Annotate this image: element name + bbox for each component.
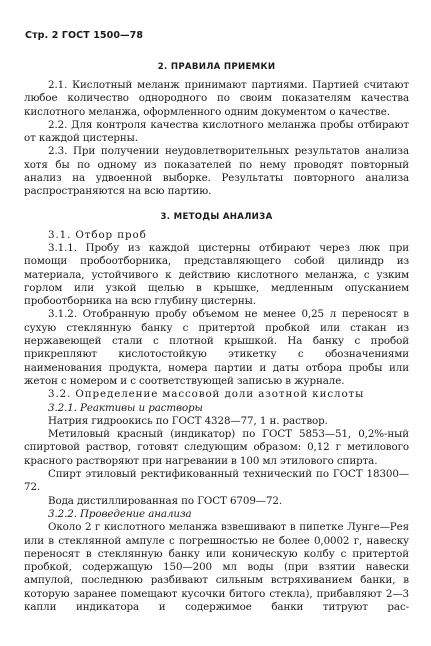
paragraph-methyl-red: Метиловый красный (индикатор) по ГОСТ 5853—51, 0,2%-ный спиртовой раствор, готовят следующим образом: 0,12 г метилового красного растворяют при нагревании в 100 мл этилового спирта. — [24, 428, 409, 467]
paragraph-3-1-sampling: 3.1. Отбор проб — [48, 228, 147, 241]
paragraph-3-1-2: 3.1.2. Отобранную пробу объемом не менее 0,25 л переносят в сухую стеклянную банку с притертой пробкой или стакан из нержавеющей стали с плотной крышкой. На банку с пробой прикрепляют кислотостойкую этикетку с обозначениями наименования продукта, номера партии и даты отбора пробы или жетон с номером и с соответствующей записью в журнале. — [24, 308, 409, 387]
page-header: Стр. 2 ГОСТ 1500—78 — [25, 30, 144, 41]
paragraph-3-1-1: 3.1.1. Пробу из каждой цистерны отбирают через люк при помощи пробоотборника, представляющего собой цилиндр из материала, устойчивого к действию кислотного меланжа, с узким горлом или узкой щелью в крышке, медленным опусканием пробоотборника на всю глубину цистерны. — [24, 241, 409, 308]
paragraph-distilled-water: Вода дистиллированная по ГОСТ 6709—72. — [48, 494, 283, 507]
section-2-heading: 2. ПРАВИЛА ПРИЕМКИ — [157, 62, 276, 72]
paragraph-3-2-2-procedure-heading: 3.2.2. Проведение анализа — [48, 507, 192, 520]
paragraph-procedure: Около 2 г кислотного меланжа взвешивают в пипетке Лунге—Рея или в стеклянной ампуле с погрешностью не более 0,0002 г, навеску переносят в стеклянную банку или коническую колбу с притертой пробкой, содержащую 150—200 мл воды (при взятии навески ампулой, последнюю разбивают сильным встряхиванием банки, в которую заранее помещают кусочки битого стекла), прибавляют 2—3 капли индикатора и содержимое банки титруют рас- — [24, 521, 409, 613]
paragraph-3-2-heading: 3.2. Определение массовой доли азотной кислоты — [48, 388, 365, 401]
paragraph-2-3: 2.3. При получении неудовлетворительных результатов анализа хотя бы по одному из показателей по нему проводят повторный анализ на удвоенной выборке. Результаты повторного анализа распространяются на всю партию. — [24, 145, 409, 198]
paragraph-3-2-1-reagents: 3.2.1. Реактивы и растворы — [48, 401, 203, 414]
paragraph-2-1: 2.1. Кислотный меланж принимают партиями. Партией считают любое количество однородного по своим показателям качества кислотного меланжа, оформленного одним документом о качестве. — [24, 79, 409, 118]
paragraph-ethyl-spirit: Спирт этиловый ректификованный технический по ГОСТ 18300—72. — [24, 468, 409, 494]
paragraph-2-2: 2.2. Для контроля качества кислотного меланжа пробы отбирают от каждой цистерны. — [24, 118, 409, 145]
section-3-heading: 3. МЕТОДЫ АНАЛИЗА — [160, 211, 273, 222]
paragraph-naoh: Натрия гидроокись по ГОСТ 4328—77, 1 н. раствор. — [48, 414, 328, 427]
